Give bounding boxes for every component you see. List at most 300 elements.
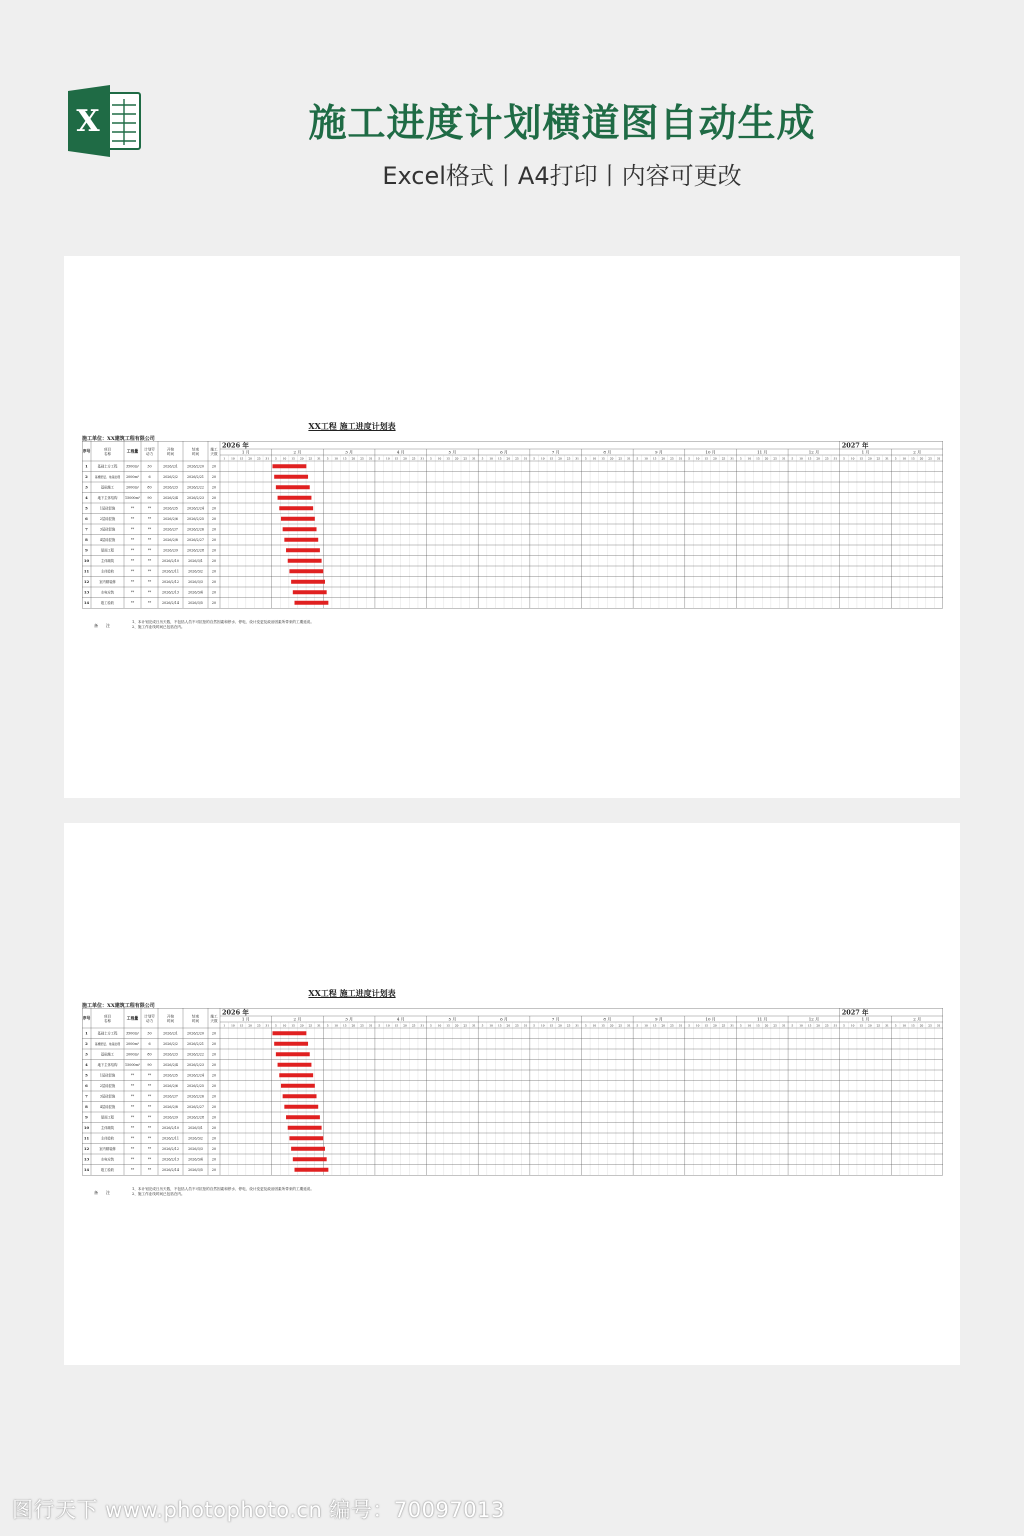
table-cell: 2026/2/9 — [163, 1115, 178, 1120]
table-cell: 20 — [211, 1031, 217, 1036]
table-cell: 2026/3/2 — [188, 1136, 203, 1141]
table-cell: ** — [147, 569, 152, 574]
page-subtitle: Excel格式丨A4打印丨内容可更改 — [382, 162, 742, 190]
month-label: 5 月 — [448, 1016, 457, 1022]
gantt-bar — [295, 1168, 329, 1172]
gantt-bar — [291, 1147, 325, 1151]
day-label: 20 — [816, 1023, 820, 1028]
table-cell: 2026/2/14 — [162, 601, 179, 606]
day-label: 10 — [747, 1023, 752, 1028]
table-cell: 2000m² — [126, 1042, 139, 1047]
gantt-bar — [274, 1042, 308, 1046]
day-label: 31 — [317, 1023, 321, 1028]
header — [0, 0, 1024, 230]
year-label: 2026 年 — [222, 1008, 249, 1017]
table-cell: ** — [130, 1136, 135, 1141]
table-cell: 20 — [211, 548, 217, 553]
table-cell: 2026/2/5 — [163, 1073, 178, 1078]
day-label: 5 — [584, 1023, 587, 1028]
table-cell: 15000m² — [125, 1063, 140, 1068]
day-label: 31 — [833, 456, 838, 461]
day-label: 20 — [506, 1023, 511, 1028]
day-label: 25 — [928, 456, 932, 461]
table-cell: 2026/3/4 — [188, 590, 203, 595]
day-label: 5 — [688, 456, 690, 461]
month-label: 1 月 — [861, 1016, 870, 1022]
year-label: 2027 年 — [841, 1008, 869, 1017]
day-label: 20 — [454, 1023, 459, 1028]
table-cell: 主体砌筑 — [100, 559, 115, 564]
notes — [132, 1187, 314, 1196]
table-cell: 主体验收 — [100, 569, 115, 574]
table-cell: 4 — [85, 1062, 88, 1068]
table-cell: 30 — [147, 464, 152, 469]
day-label: 10 — [902, 456, 907, 461]
column-header: 计划劳 — [144, 1014, 155, 1019]
month-label: 6 月 — [500, 449, 508, 455]
day-label: 15 — [446, 1023, 450, 1028]
gantt-bar — [272, 464, 306, 468]
table-cell: 2000m² — [126, 485, 139, 490]
day-label: 25 — [773, 1023, 777, 1028]
month-label: 2 月 — [913, 449, 922, 455]
table-cell: ** — [147, 1115, 152, 1120]
day-label: 31 — [730, 1023, 734, 1028]
table-cell: 20 — [211, 1168, 217, 1173]
table-cell: 2026/2/12 — [162, 580, 179, 585]
notes — [132, 620, 314, 629]
table-cell: 2026/3/5 — [188, 1168, 203, 1173]
day-label: 10 — [386, 456, 390, 461]
gantt-bar — [284, 1105, 318, 1109]
day-label: 10 — [334, 1023, 338, 1028]
day-label: 15 — [239, 1023, 244, 1028]
table-cell: 6 — [85, 1083, 88, 1089]
table-cell: ** — [147, 1157, 152, 1162]
day-label: 25 — [773, 456, 777, 461]
gantt-bar — [286, 1115, 320, 1119]
table-cell: ** — [130, 1115, 135, 1120]
day-label: 15 — [652, 456, 657, 461]
gantt-bar — [288, 1126, 322, 1130]
table-cell: ** — [147, 506, 152, 511]
note-line: 2、施工作业线时间已包括在内。 — [132, 624, 185, 629]
day-label: 15 — [859, 1023, 864, 1028]
day-label: 31 — [420, 456, 425, 461]
month-label: 10 月 — [705, 449, 716, 455]
table-cell: 6 — [85, 516, 88, 522]
table-cell: ** — [130, 1168, 135, 1173]
day-label: 5 — [533, 456, 536, 461]
day-label: 25 — [825, 1023, 829, 1028]
table-cell: 2000m² — [126, 1052, 139, 1057]
day-label: 10 — [799, 1023, 803, 1028]
table-cell: 1层砖混施 — [99, 1073, 116, 1078]
table-cell: 10 — [83, 1125, 90, 1131]
sheet-title: XX工程 施工进度计划表 — [308, 421, 396, 431]
day-label: 15 — [756, 1023, 760, 1028]
day-label: 31 — [265, 456, 270, 461]
table-cell: 基槽垫层、地基处理 — [94, 475, 121, 480]
gantt-bar — [281, 517, 315, 521]
table-cell: 20 — [211, 1042, 217, 1047]
day-label: 20 — [764, 1023, 769, 1028]
day-label: 20 — [403, 456, 407, 461]
table-cell: 主体验收 — [100, 1136, 115, 1141]
table-cell: 10 — [83, 558, 90, 564]
gantt-bar — [272, 1031, 306, 1035]
table-cell: 2026/3/1 — [188, 559, 203, 564]
table-cell: 屋面工程 — [100, 1115, 115, 1120]
excel-icon — [68, 85, 142, 157]
table-cell: 2026/2/23 — [187, 1063, 204, 1068]
day-label: 25 — [566, 1023, 571, 1028]
day-label: 20 — [558, 1023, 562, 1028]
day-label: 5 — [275, 1023, 277, 1028]
table-cell: 地下主体结构 — [97, 496, 118, 501]
day-label: 25 — [256, 456, 261, 461]
day-label: 25 — [825, 456, 829, 461]
column-header: 计划劳 — [144, 447, 155, 452]
month-label: 12 月 — [808, 449, 820, 455]
table-cell: 主体砌筑 — [100, 1126, 115, 1131]
day-label: 10 — [231, 1023, 235, 1028]
day-label: 25 — [256, 1023, 261, 1028]
day-label: 10 — [644, 1023, 648, 1028]
table-cell: 20 — [211, 485, 217, 490]
day-label: 20 — [816, 456, 820, 461]
table-cell: 15000m² — [125, 496, 140, 501]
table-cell: 2026/2/4 — [163, 1063, 178, 1068]
month-label: 1 月 — [241, 1016, 250, 1022]
table-cell: 2026/2/20 — [187, 1031, 204, 1036]
day-label: 31 — [523, 456, 528, 461]
table-cell: ** — [130, 548, 135, 553]
table-cell: 2026/2/10 — [162, 559, 179, 564]
day-label: 15 — [859, 456, 864, 461]
table-cell: 20 — [211, 1147, 217, 1152]
day-label: 20 — [506, 456, 511, 461]
year-label: 2027 年 — [841, 441, 869, 450]
table-cell: 4 — [85, 495, 88, 501]
day-label: 20 — [299, 1023, 304, 1028]
table-cell: 1层砖混施 — [99, 506, 116, 511]
day-label: 15 — [807, 456, 812, 461]
table-cell: 20 — [211, 496, 217, 501]
table-cell: 2026/2/23 — [187, 496, 204, 501]
table-cell: 3层砖混施 — [99, 527, 116, 532]
table-cell: 2026/2/22 — [187, 485, 204, 490]
day-label: 5 — [636, 1023, 639, 1028]
table-cell: ** — [130, 1094, 135, 1099]
day-label: 25 — [721, 456, 726, 461]
gantt-bar — [276, 1052, 310, 1056]
table-cell: 20 — [211, 527, 217, 532]
day-label: 5 — [739, 1023, 742, 1028]
day-label: 31 — [523, 1023, 528, 1028]
day-label: 20 — [609, 1023, 614, 1028]
column-header: 动力 — [145, 1019, 154, 1023]
day-label: 25 — [618, 1023, 623, 1028]
table-cell: ** — [130, 1126, 135, 1131]
day-label: 25 — [670, 1023, 674, 1028]
day-label: 31 — [420, 1023, 425, 1028]
table-cell: ** — [147, 1105, 152, 1110]
day-label: 31 — [265, 1023, 270, 1028]
table-cell: 3 — [85, 484, 88, 490]
table-cell: 20 — [211, 580, 217, 585]
day-label: 5 — [481, 1023, 484, 1028]
column-header: 时间 — [191, 1019, 200, 1023]
day-label: 20 — [661, 456, 666, 461]
day-label: 5 — [429, 456, 432, 461]
table-cell: ** — [147, 1168, 152, 1173]
table-cell: 2026/2/6 — [163, 517, 178, 522]
day-label: 25 — [411, 1023, 416, 1028]
table-cell: 20 — [211, 475, 217, 480]
day-label: 31 — [575, 456, 579, 461]
day-label: 20 — [868, 456, 872, 461]
day-label: 31 — [472, 456, 476, 461]
day-label: 31 — [730, 456, 734, 461]
day-label: 15 — [394, 1023, 399, 1028]
table-cell: 20 — [211, 1084, 217, 1089]
day-label: 5 — [843, 456, 845, 461]
day-label: 15 — [704, 456, 709, 461]
table-cell: 9 — [85, 1114, 88, 1120]
gantt-bar — [289, 1136, 323, 1140]
day-label: 20 — [661, 1023, 666, 1028]
table-cell: 9 — [85, 547, 88, 553]
day-label: 5 — [791, 456, 794, 461]
table-cell: 2026/2/27 — [187, 538, 204, 543]
month-label: 2 月 — [293, 1016, 302, 1022]
day-label: 31 — [833, 1023, 838, 1028]
table-cell: 20 — [211, 1052, 217, 1057]
day-label: 25 — [876, 456, 881, 461]
gantt-bar — [283, 527, 317, 531]
sheet — [82, 421, 943, 631]
day-label: 31 — [368, 456, 373, 461]
gantt-bar — [279, 506, 313, 510]
table-cell: 20 — [211, 590, 217, 595]
day-label: 15 — [291, 456, 295, 461]
table-cell: 2026/2/13 — [162, 1157, 179, 1162]
gantt-bar — [293, 1157, 327, 1161]
day-label: 15 — [549, 456, 554, 461]
sheet-preview-2 — [64, 823, 960, 1365]
day-label: 25 — [566, 456, 571, 461]
table-cell: 3500m³ — [126, 1031, 139, 1036]
day-label: 5 — [481, 456, 484, 461]
note-line: 1、本计划完成日历天数，不包括人员不可抗拒的自然因素和停水、停电、设计变更及政治因素所带来的工期延误。 — [132, 620, 314, 624]
gantt-bar — [278, 496, 312, 500]
table-cell: 2026/2/25 — [187, 1084, 204, 1089]
day-label: 15 — [446, 456, 450, 461]
column-header: 时间 — [166, 452, 175, 456]
day-label: 1 — [223, 1023, 226, 1028]
day-label: 10 — [850, 1023, 855, 1028]
table-cell: 2026/2/24 — [187, 506, 204, 511]
table-cell: 2026/2/22 — [187, 1052, 204, 1057]
day-label: 5 — [843, 1023, 845, 1028]
day-label: 10 — [695, 1023, 700, 1028]
column-header: 工程量 — [126, 448, 139, 454]
table-cell: 12 — [83, 1146, 90, 1152]
day-label: 20 — [248, 1023, 252, 1028]
day-label: 31 — [575, 1023, 579, 1028]
month-label: 9 月 — [655, 449, 663, 455]
table-cell: 13 — [83, 589, 90, 595]
day-label: 25 — [463, 456, 468, 461]
column-header: 时间 — [191, 452, 200, 456]
table-cell: ** — [147, 538, 152, 543]
table-cell: 20 — [211, 1157, 217, 1162]
table-cell: 3500m³ — [126, 464, 139, 469]
column-header: 序号 — [82, 448, 91, 454]
table-cell: 2026/2/1 — [163, 464, 178, 469]
sheet-preview-1 — [64, 256, 960, 798]
table-cell: ** — [130, 506, 135, 511]
unit-label: 施工单位：XX建筑工程有限公司 — [82, 436, 155, 442]
month-label: 3 月 — [345, 1016, 354, 1022]
month-label: 2 月 — [913, 1016, 922, 1022]
gantt-grid — [82, 441, 943, 621]
table-cell: ** — [147, 590, 152, 595]
table-cell: 1 — [85, 1030, 88, 1036]
table-cell: 20 — [211, 559, 217, 564]
table-cell: 8 — [85, 537, 88, 543]
day-label: 5 — [791, 1023, 794, 1028]
day-label: 10 — [231, 456, 235, 461]
table-cell: 2026/3/3 — [188, 1147, 203, 1152]
table-cell: 80 — [147, 1052, 152, 1057]
day-label: 25 — [308, 1023, 313, 1028]
gantt-bar — [295, 601, 329, 605]
gantt-bar — [286, 548, 320, 552]
table-cell: 3 — [85, 1051, 88, 1057]
table-cell: 20 — [211, 1105, 217, 1110]
table-cell: 室内精装修 — [99, 580, 116, 585]
day-label: 20 — [351, 456, 356, 461]
day-label: 5 — [894, 1023, 897, 1028]
table-cell: 1 — [85, 463, 88, 469]
table-cell: 2026/2/12 — [162, 1147, 179, 1152]
day-label: 15 — [549, 1023, 554, 1028]
month-label: 7 月 — [551, 449, 560, 455]
day-label: 20 — [868, 1023, 872, 1028]
day-label: 5 — [378, 456, 381, 461]
table-cell: 20 — [211, 601, 217, 606]
gantt-bar — [274, 475, 308, 479]
column-header: 动力 — [145, 452, 154, 456]
table-cell: ** — [147, 1126, 152, 1131]
day-label: 10 — [437, 1023, 442, 1028]
table-cell: 2026/2/26 — [187, 1094, 204, 1099]
day-label: 15 — [343, 456, 347, 461]
note-line: 2、施工作业线时间已包括在内。 — [132, 1191, 185, 1196]
day-label: 10 — [334, 456, 338, 461]
table-cell: 屋面工程 — [100, 548, 115, 553]
day-label: 20 — [351, 1023, 356, 1028]
day-label: 10 — [644, 456, 648, 461]
day-label: 10 — [592, 1023, 597, 1028]
table-cell: 20 — [211, 1136, 217, 1141]
table-cell: 3层砖混施 — [99, 1094, 116, 1099]
sheet — [82, 988, 943, 1198]
table-cell: ** — [147, 1073, 152, 1078]
day-label: 31 — [472, 1023, 476, 1028]
column-header: 名称 — [103, 1019, 112, 1023]
day-label: 15 — [756, 456, 760, 461]
table-cell: 20 — [211, 569, 217, 574]
table-cell: 20 — [211, 517, 217, 522]
column-header: 开始 — [166, 447, 175, 452]
day-label: 31 — [885, 456, 889, 461]
table-cell: 基槽垫层、地基处理 — [94, 1042, 121, 1047]
month-label: 11 月 — [757, 1016, 768, 1022]
table-cell: ** — [130, 559, 135, 564]
day-label: 20 — [764, 456, 769, 461]
table-cell: ** — [130, 1157, 135, 1162]
day-label: 5 — [429, 1023, 432, 1028]
table-cell: 2026/2/8 — [163, 1105, 178, 1110]
day-label: 31 — [678, 456, 683, 461]
gantt-bar — [291, 580, 325, 584]
table-cell: ** — [130, 1105, 135, 1110]
table-cell: 2026/2/21 — [187, 475, 204, 480]
day-label: 15 — [911, 1023, 915, 1028]
day-label: 10 — [799, 456, 803, 461]
table-cell: 2026/2/26 — [187, 527, 204, 532]
month-label: 7 月 — [551, 1016, 560, 1022]
day-label: 20 — [299, 456, 304, 461]
day-label: 15 — [291, 1023, 295, 1028]
table-cell: 2026/2/7 — [163, 527, 178, 532]
table-cell: 7 — [85, 1093, 88, 1099]
day-label: 25 — [618, 456, 623, 461]
table-cell: 90 — [147, 1063, 152, 1068]
column-header: 施工 — [210, 1014, 218, 1019]
table-cell: 2 — [85, 1041, 88, 1047]
table-cell: 30 — [147, 1031, 152, 1036]
table-cell: 基础土方工程 — [97, 1031, 118, 1036]
year-label: 2026 年 — [222, 441, 249, 450]
day-label: 25 — [928, 1023, 932, 1028]
day-label: 15 — [807, 1023, 812, 1028]
column-header: 天数 — [210, 1019, 218, 1023]
day-label: 10 — [282, 456, 287, 461]
logo-letter: X — [76, 104, 100, 139]
table-cell: 14 — [83, 1167, 90, 1173]
table-cell: 水电安装 — [100, 590, 115, 595]
day-label: 31 — [678, 1023, 683, 1028]
day-label: 10 — [747, 456, 752, 461]
column-header: 工程量 — [126, 1015, 139, 1021]
table-cell: 2026/2/2 — [163, 1042, 178, 1047]
table-cell: 11 — [83, 1135, 90, 1141]
table-cell: 2026/2/28 — [187, 1115, 204, 1120]
table-cell: 2026/2/20 — [187, 464, 204, 469]
table-cell: ** — [130, 517, 135, 522]
table-cell: 20 — [211, 1073, 217, 1078]
gantt-bar — [278, 1063, 312, 1067]
table-cell: ** — [147, 1084, 152, 1089]
table-cell: 13 — [83, 1156, 90, 1162]
table-cell: 2000m² — [126, 475, 139, 480]
column-header: 结束 — [191, 447, 200, 452]
table-cell: 5 — [85, 505, 88, 511]
